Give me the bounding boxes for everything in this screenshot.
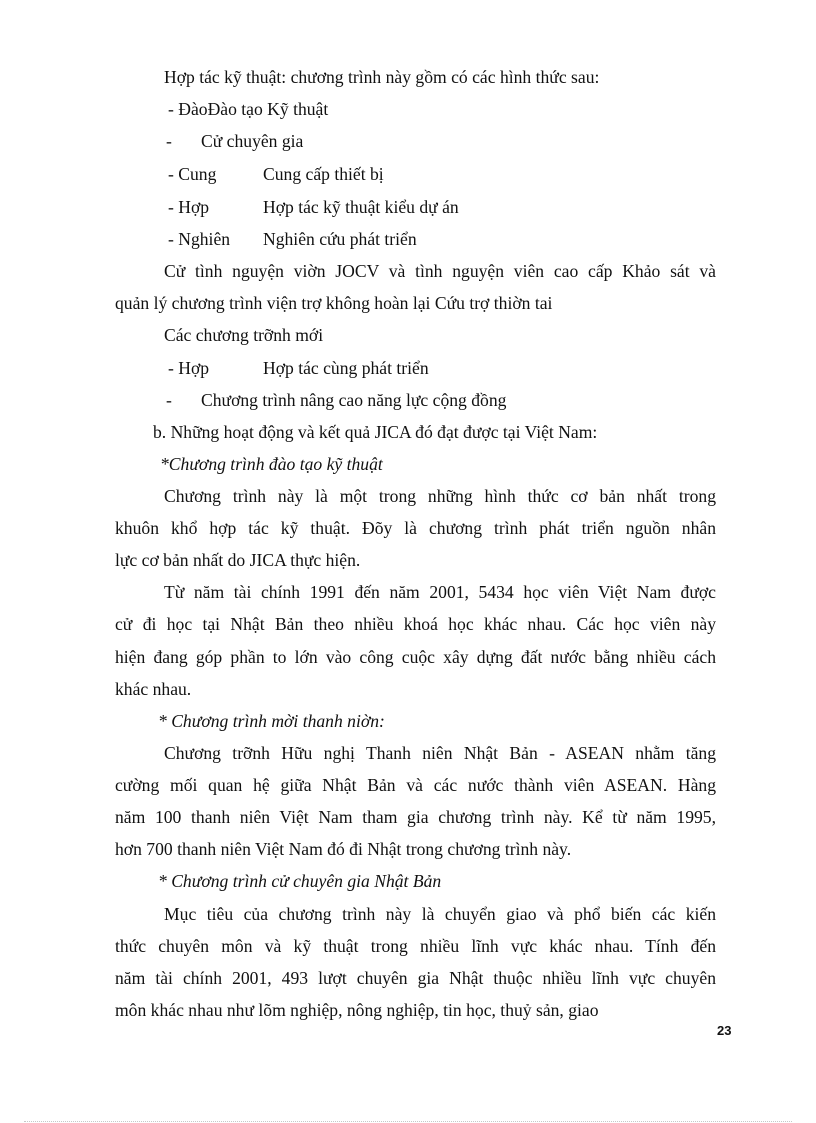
list-item-dash: - Nghiên	[168, 229, 231, 249]
list-item-dash: - Cung	[168, 164, 217, 184]
section-title: b. Những hoạt động và kết quả JICA đó đạt được tại Việt Nam:	[153, 422, 598, 442]
subsection-heading: * Chương trình cử chuyên gia Nhật Bản	[158, 871, 442, 891]
paragraph-line: Mục tiêu của chương trình này là chuyển giao và phổ biến các kiến	[164, 904, 716, 924]
list-item-dash: -	[166, 131, 172, 151]
paragraph-line: Chương trình này là một trong những hình thức cơ bản nhất trong	[164, 486, 716, 506]
paragraph-line: Từ năm tài chính 1991 đến năm 2001, 5434 học viên Việt Nam được	[164, 582, 716, 602]
paragraph-line: năm 100 thanh niên Việt Nam tham gia chương trình này. Kể từ năm 1995,	[115, 807, 716, 827]
subsection-heading: * Chương trình mời thanh niờn:	[158, 711, 385, 731]
intro-heading: Hợp tác kỹ thuật: chương trình này gồm có các hình thức sau:	[164, 67, 600, 87]
list-item-label: Hợp tác kỹ thuật kiểu dự án	[263, 197, 459, 217]
list-item-dash: - Hợp	[168, 358, 210, 378]
footer-divider	[24, 1121, 792, 1122]
page-number: 23	[717, 1023, 732, 1038]
paragraph-line: cử đi học tại Nhật Bản theo nhiều khoá học khác nhau. Các học viên này	[115, 614, 716, 634]
paragraph-line: quản lý chương trình viện trợ không hoàn lại Cứu trợ thiờn tai	[115, 293, 553, 313]
paragraph-line: Chương trỡnh Hữu nghị Thanh niên Nhật Bản - ASEAN nhằm tăng	[164, 743, 716, 763]
paragraph-line: thức chuyên môn và kỹ thuật trong nhiều lĩnh vực khác nhau. Tính đến	[115, 936, 716, 956]
list-item-dash: - ĐàoĐào tạo Kỹ thuật	[168, 99, 329, 119]
list-item-label: Chương trình nâng cao năng lực cộng đồng	[201, 390, 507, 410]
paragraph-line: Cử tình nguyện viờn JOCV và tình nguyện viên cao cấp Khảo sát và	[164, 261, 716, 281]
paragraph-line: lực cơ bản nhất do JICA thực hiện.	[115, 550, 361, 570]
list-item-label: Cung cấp thiết bị	[263, 164, 384, 184]
paragraph-line: năm tài chính 2001, 493 lượt chuyên gia Nhật thuộc nhiều lĩnh vực chuyên	[115, 968, 716, 988]
list-item-dash: -	[166, 390, 172, 410]
paragraph-line: khác nhau.	[115, 679, 192, 699]
list-item-label: Hợp tác cùng phát triển	[263, 358, 429, 378]
paragraph-line: môn khác nhau như lõm nghiệp, nông nghiệp, tin học, thuỷ sản, giao	[115, 1000, 599, 1020]
paragraph-line: hơn 700 thanh niên Việt Nam đó đi Nhật trong chương trình này.	[115, 839, 572, 859]
list-item-dash: - Hợp	[168, 197, 210, 217]
paragraph-line: hiện đang góp phần to lớn vào công cuộc xây dựng đất nước bằng nhiều cách	[115, 647, 716, 667]
list-item-label: Nghiên cứu phát triển	[263, 229, 417, 249]
paragraph-line: khuôn khổ hợp tác kỹ thuật. Đõy là chương trình phát triển nguồn nhân	[115, 518, 716, 538]
new-programs-title: Các chương trỡnh mới	[164, 325, 324, 345]
subsection-heading: *Chương trình đào tạo kỹ thuật	[160, 454, 383, 474]
paragraph-line: cường mối quan hệ giữa Nhật Bản và các nước thành viên ASEAN. Hàng	[115, 775, 716, 795]
list-item-label: Cử chuyên gia	[201, 131, 304, 151]
